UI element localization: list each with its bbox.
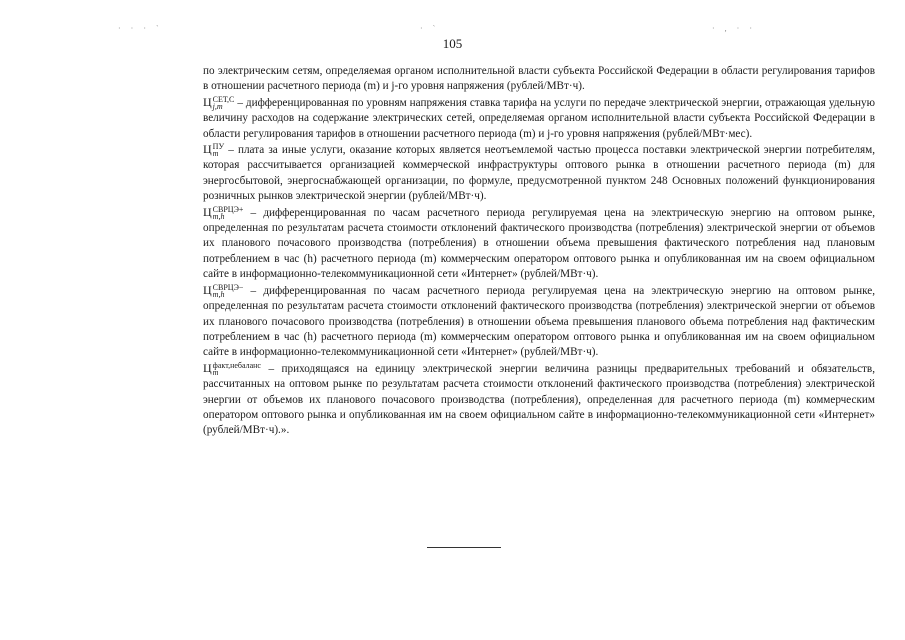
paragraph-2 [203, 95, 875, 142]
scan-artifact-left: · · · ` [118, 24, 163, 33]
footer-separator-line [427, 547, 501, 548]
paragraph-1 [203, 64, 875, 95]
formula-symbol: Ц СЕТ,С j,m [203, 94, 235, 111]
paragraph-5 [203, 283, 875, 361]
paragraph-text: – дифференцированная по часам расчетного периода регулируемая цена на электрическую энергию на оптовом рынке, определенная по результатам расчета стоимости отклонений фактического производства (потребления) электрической энергии от объемов их планового почасового производства (потребления) в отношении объема превышения планового объема потребления над фактическим потреблением в час (h) расчетного периода (m) коммерческим оператором оптового рынка и опубликованная им на своем официальном сайте в информационно-телекоммуникационной сети «Интернет» (рублей/МВт·ч). [203, 284, 875, 359]
scan-artifact-right: · , · · [712, 24, 756, 33]
page-number: 105 [442, 36, 463, 51]
scan-artifact-center: · ` [420, 24, 440, 33]
document-body [203, 64, 875, 439]
paragraph-text: – дифференцированная по уровням напряжения ставка тарифа на услуги по передаче электрической энергии, отражающая удельную величину расходов на содержание электрических сетей, определяемая органом исполнительной власти субъекта Российской Федерации в области регулирования тарифов в отношении расчетного периода (m) и j-го уровня напряжения (рублей/МВт·мес). [203, 96, 875, 140]
paragraph-text: – приходящаяся на единицу электрической энергии величина разницы предварительных требований и обязательств, рассчитанных на оптовом рынке по результатам расчета стоимости отклонений фактического производства (потребления) электрической энергии от объемов их планового почасового производства (потребления), определенная для расчетного периода (m) коммерческим оператором оптового рынка и опубликованная им на своем официальном сайте в информационно-телекоммуникационной сети «Интернет» (рублей/МВт·ч).». [203, 362, 875, 437]
paragraph-4 [203, 205, 875, 283]
paragraph-text: – дифференцированная по часам расчетного периода регулируемая цена на электрическую энергию на оптовом рынке, определенная по результатам расчета стоимости отклонений фактического производства (потребления) электрической энергии от объемов их планового почасового производства (потребления) в отношении объема превышения фактического потребления над плановым потреблением в час (h) расчетного периода (m) коммерческим оператором оптового рынка и опубликованная им на своем официальном сайте в информационно-телекоммуникационной сети «Интернет» (рублей/МВт·ч). [203, 206, 875, 281]
paragraph-text: по электрическим сетям, определяемая органом исполнительной власти субъекта Российской Федерации в области регулирования тарифов в отношении расчетного периода (m) и j-го уровня напряжения (рублей/МВт·ч). [203, 65, 875, 93]
formula-symbol: Ц ПУ m [203, 142, 225, 159]
formula-symbol: Ц СВРЦЭ+ m,h [203, 204, 244, 221]
formula-symbol: Ц факт,небаланс m [203, 360, 261, 377]
paragraph-3 [203, 142, 875, 205]
paragraph-6 [203, 361, 875, 439]
paragraph-text: – плата за иные услуги, оказание которых является неотъемлемой частью процесса поставки электрической энергии потребителям, которая рассчитывается организацией коммерческой инфраструктуры оптового рынка в отношении расчетного периода (m) для энергосбытовой, энергоснабжающей организации, по формуле, предусмотренной пунктом 248 Основных положений функционирования розничных рынков электрической энергии (рублей/МВт·ч). [203, 144, 875, 203]
formula-symbol: Ц СВРЦЭ− m,h [203, 282, 244, 299]
